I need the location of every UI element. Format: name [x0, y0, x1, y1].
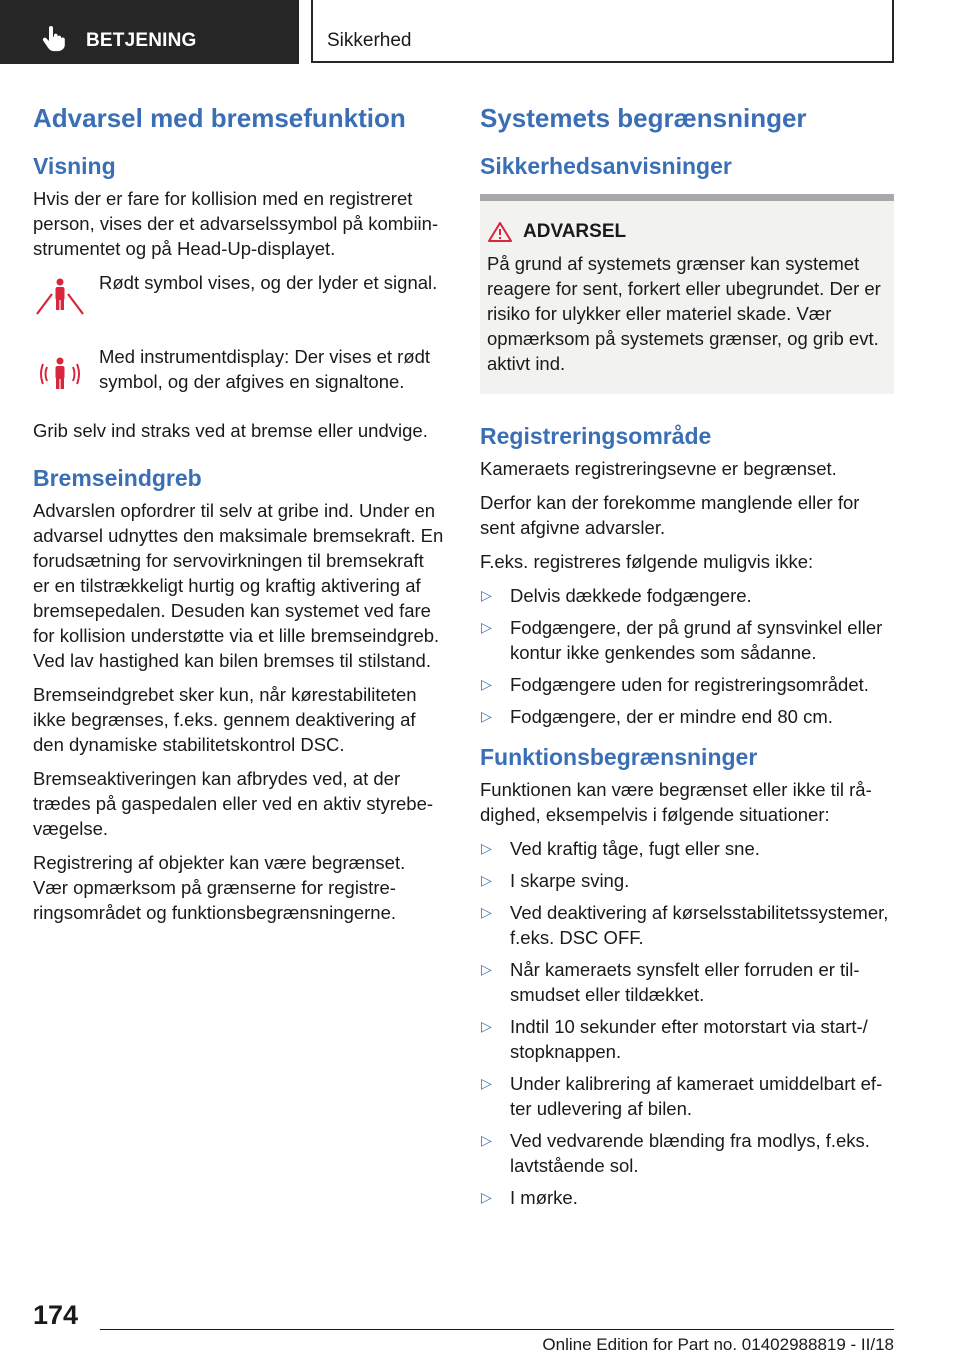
warning-text: På grund af systemets grænser kan systemet reagere for sent, forkert eller ubegrundet. Der er risiko for ulykker eller materiel skade. Vær opmærksom på systemets grænser, og grib evt. aktivt ind.	[487, 253, 881, 374]
symbol-row-1	[33, 270, 445, 334]
header-section-label: BETJENING	[86, 30, 197, 51]
symbol2-description: Med instrumentdisplay: Der vises et rødt symbol, og der afgives en signaltone.	[99, 346, 431, 392]
heading-safety: Sikkerhedsanvisninger	[480, 153, 732, 179]
section-title-limitations: Systemets begrænsninger	[480, 103, 807, 133]
symbol-row-2	[33, 344, 445, 408]
header-chapter-label: Sikkerhed	[327, 30, 412, 51]
heading-visning: Visning	[33, 153, 116, 179]
header-section-tab	[0, 0, 299, 64]
bullet-triangle-icon: ▷	[481, 872, 492, 888]
visning-action: Grib selv ind straks ved at bremse eller undvige.	[33, 420, 428, 441]
list-item: ▷ Indtil 10 sekunder efter motorstart via start-/ stopknappen.	[481, 1016, 868, 1062]
reg-paragraph-2: Derfor kan der forekomme manglende eller for sent afgivne advarsler.	[480, 492, 860, 538]
bullet-triangle-icon: ▷	[481, 1132, 492, 1148]
warning-box	[480, 194, 894, 394]
bullet-triangle-icon: ▷	[481, 1075, 492, 1091]
header-chapter-box	[311, 0, 894, 63]
list-item: ▷ Når kameraets synsfelt eller forruden er tilsmudset eller tildækket.	[481, 959, 860, 1005]
list-item: ▷ I skarpe sving.	[481, 870, 630, 891]
func-paragraph-1: Funktionen kan være begrænset eller ikke til rådighed, eksempelvis i følgende situationer:	[480, 779, 872, 825]
bremse-paragraph-1: Advarslen opfordrer til selv at gribe ind. Under en advarsel udnyttes den maksimale bremsekraft. En forudsætning for servovirkningen til bremsekraft er en tilstrækkeligt hurtig og kraftig aktivering af bremsepedalen. Desuden kan systemet ved fare for kollision understøtte via et lille bremseindgreb. Ved lav hastighed kan bilen bremses til stilstand.	[33, 500, 444, 671]
hand-pointer-icon	[40, 26, 66, 52]
page-number: 174	[33, 1300, 79, 1330]
list-item: ▷ Fodgængere, der er mindre end 80 cm.	[481, 706, 833, 727]
footer-edition: Online Edition for Part no. 01402988819 - II/18	[542, 1335, 894, 1354]
pedestrian-signal-icon	[33, 344, 95, 404]
list-item: ▷ Ved kraftig tåge, fugt eller sne.	[481, 838, 760, 859]
list-item: ▷ Fodgængere uden for registreringsområdet.	[481, 674, 869, 695]
left-column	[33, 100, 445, 934]
visning-intro: Hvis der er fare for kollision med en registreret person, vises der et advarselssymbol på kombiinstrumentet og på Head-Up-displayet.	[33, 188, 439, 259]
func-list	[480, 836, 894, 1210]
bullet-triangle-icon: ▷	[481, 619, 492, 635]
section-title-brake-warning: Advarsel med bremsefunktion	[33, 103, 406, 133]
list-item: ▷ Ved deaktivering af kørselsstabilitetssystemer, f.eks. DSC OFF.	[481, 902, 889, 948]
list-item: ▷ Ved vedvarende blænding fra modlys, f.eks. lavtstående sol.	[481, 1130, 870, 1176]
pedestrian-warning-icon	[33, 270, 95, 330]
heading-bremseindgreb: Bremseindgreb	[33, 465, 202, 491]
bremse-paragraph-3: Bremseaktiveringen kan afbrydes ved, at der trædes på gaspedalen eller ved en aktiv styrebevægelse.	[33, 768, 434, 839]
bremse-paragraph-4: Registrering af objekter kan være begrænset. Vær opmærksom på grænserne for registreringsområdet og funktionsbegrænsningerne.	[33, 852, 406, 923]
symbol1-description: Rødt symbol vises, og der lyder et signal.	[99, 272, 438, 293]
list-item: ▷ I mørke.	[481, 1187, 578, 1208]
bullet-triangle-icon: ▷	[481, 840, 492, 856]
bullet-triangle-icon: ▷	[481, 1189, 492, 1205]
reg-paragraph-3: F.eks. registreres følgende muligvis ikke:	[480, 551, 814, 572]
footer-divider	[100, 1329, 894, 1330]
heading-function-limits: Funktionsbegrænsninger	[480, 744, 758, 770]
bullet-triangle-icon: ▷	[481, 708, 492, 724]
reg-paragraph-1: Kameraets registreringsevne er begrænset.	[480, 458, 837, 479]
bremse-paragraph-2: Bremseindgrebet sker kun, når kørestabiliteten ikke begrænses, f.eks. gennem deaktivering af den dynamiske stabilitetskontrol DSC.	[33, 684, 417, 755]
heading-registration-area: Registreringsområde	[480, 423, 712, 449]
bullet-triangle-icon: ▷	[481, 904, 492, 920]
bullet-triangle-icon: ▷	[481, 587, 492, 603]
bullet-triangle-icon: ▷	[481, 1018, 492, 1034]
list-item: ▷ Delvis dækkede fodgængere.	[481, 585, 752, 606]
right-column	[480, 100, 894, 1222]
warning-triangle-icon	[487, 221, 513, 243]
bullet-triangle-icon: ▷	[481, 676, 492, 692]
list-item: ▷ Under kalibrering af kameraet umiddelbart efter udlevering af bilen.	[481, 1073, 883, 1119]
bullet-triangle-icon: ▷	[481, 961, 492, 977]
list-item: ▷ Fodgængere, der på grund af synsvinkel eller kontur ikke genkendes som sådanne.	[481, 617, 883, 663]
warning-label: ADVARSEL	[523, 221, 627, 242]
reg-list	[480, 583, 894, 729]
